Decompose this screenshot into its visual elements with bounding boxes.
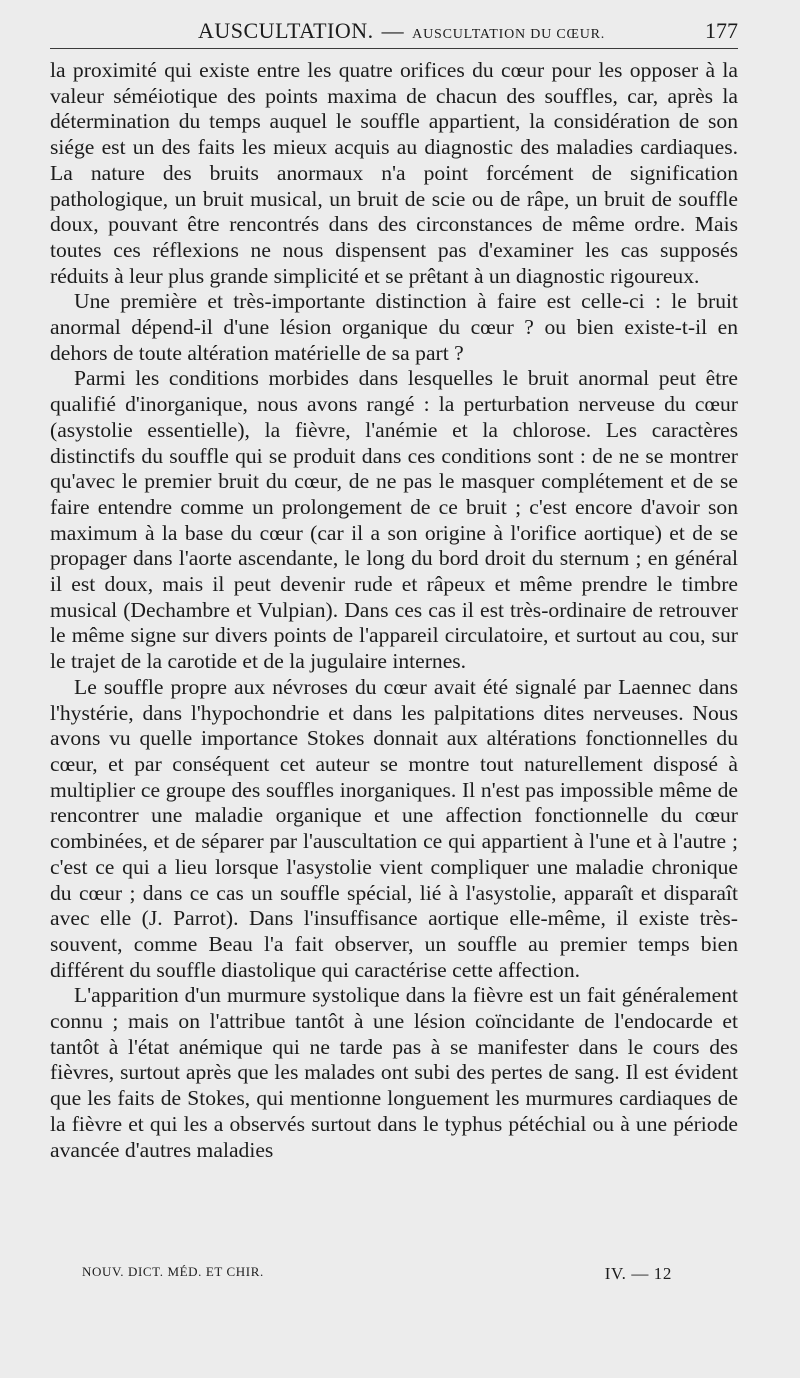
- paragraph-3: Parmi les conditions morbides dans lesquelles le bruit anormal peut être qualifié d'inorganique, nous avons rangé : la perturbation nerveuse du cœur (asystolie essentielle), la fièvre, l'anémie et la chlorose. Les caractères distinctifs du souffle qui se produit dans ces conditions sont : de ne se montrer qu'avec le premier bruit du cœur, de ne pas le masquer complétement et de se faire entendre comme un prolongement de ce bruit ; c'est encore d'avoir son maximum à la base du cœur (car il a son origine à l'orifice aortique) et de se propager dans l'aorte ascendante, le long du bord droit du sternum ; en général il est doux, mais il peut devenir rude et râpeux et même prendre le timbre musical (Dechambre et Vulpian). Dans ces cas il est très-ordinaire de retrouver le même signe sur divers points de l'appareil circulatoire, et surtout au cou, sur le trajet de la carotide et de la jugulaire internes.: [50, 366, 738, 674]
- footer-publication: NOUV. DICT. MÉD. ET CHIR.: [82, 1264, 264, 1279]
- paragraph-5: L'apparition d'un murmure systolique dans la fièvre est un fait généralement connu ; mais on l'attribue tantôt à une lésion coïncidante de l'endocarde et tantôt à l'état anémique qui ne tarde pas à se manifester dans le cours des fièvres, surtout après que les malades ont subi des pertes de sang. Il est évident que les faits de Stokes, qui mentionne longuement les murmures cardiaques de la fièvre et qui les a observés surtout dans le typhus pétéchial ou à une période avancée d'autres maladies: [50, 983, 738, 1162]
- paragraph-4: Le souffle propre aux névroses du cœur avait été signalé par Laennec dans l'hystérie, dans l'hypochondrie et dans les palpitations dites nerveuses. Nous avons vu quelle importance Stokes donnait aux altérations fonctionnelles du cœur, et par conséquent cet auteur se montre tout naturellement disposé à multiplier ce groupe des souffles inorganiques. Il n'est pas impossible même de rencontrer une maladie organique et une affection fonctionnelle du cœur combinées, et de séparer par l'auscultation ce qui appartient à l'une et à l'autre ; c'est ce qui a lieu lorsque l'asystolie vient compliquer une maladie chronique du cœur ; dans ce cas un souffle spécial, lié à l'asystolie, apparaît et disparaît avec elle (J. Parrot). Dans l'insuffisance aortique elle-même, il existe très-souvent, comme Beau l'a fait observer, un souffle au premier temps bien différent du souffle diastolique qui caractérise cette affection.: [50, 674, 738, 982]
- paragraph-2: Une première et très-importante distinction à faire est celle-ci : le bruit anormal dépend-il d'une lésion organique du cœur ? ou bien existe-t-il en dehors de toute altération matérielle de sa part ?: [50, 289, 738, 365]
- page-footer: [82, 1264, 680, 1284]
- footer-signature: IV. — 12: [604, 1264, 672, 1283]
- running-header: [50, 18, 738, 49]
- running-title: [198, 18, 605, 44]
- body-text: [50, 58, 738, 1163]
- page-number: 177: [705, 18, 738, 43]
- paragraph-1: la proximité qui existe entre les quatre orifices du cœur pour les opposer à la valeur séméiotique des points maxima de chacun des souffles, car, après la détermination du temps auquel le souffle appartient, la considération de son siége est un des faits les mieux acquis au diagnostic des maladies cardiaques. La nature des bruits anormaux n'a point forcément de signification pathologique, un bruit musical, un bruit de scie ou de râpe, un bruit de souffle doux, pouvant être rencontrés dans des circonstances de même ordre. Mais toutes ces réflexions ne nous dispensent pas d'examiner les cas supposés réduits à leur plus grande simplicité et se prêtant à un diagnostic rigoureux.: [50, 58, 738, 288]
- header-title: AUSCULTATION.: [198, 18, 374, 43]
- header-subtitle: AUSCULTATION DU CŒUR.: [412, 27, 606, 42]
- header-separator: —: [381, 18, 405, 43]
